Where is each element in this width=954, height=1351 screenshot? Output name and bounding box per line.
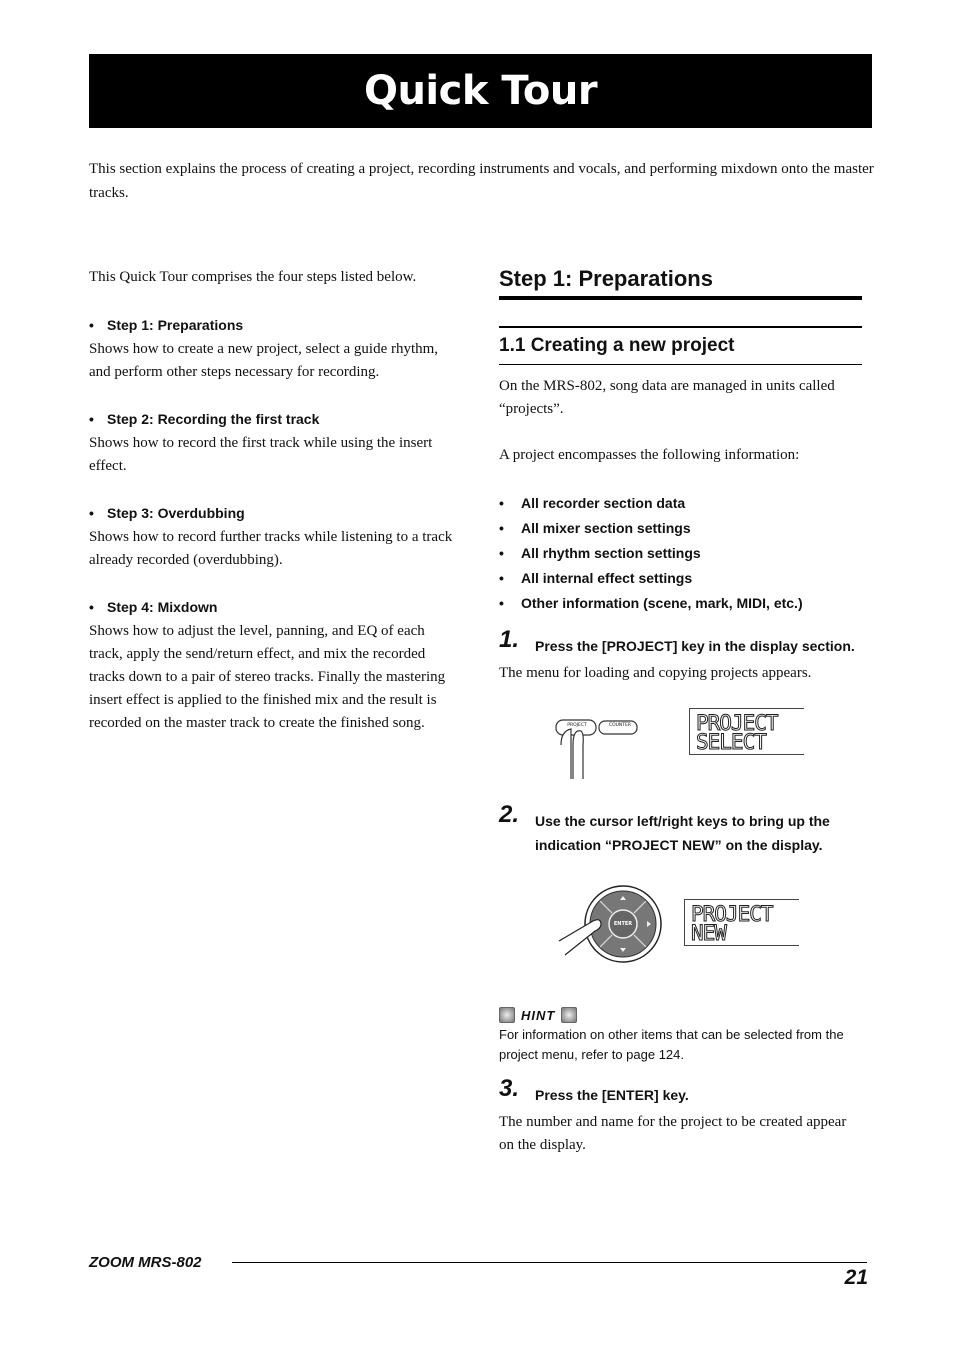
bullet-icon: •: [89, 505, 94, 521]
intro-paragraph: This section explains the process of creating a project, recording instruments and vocals, and performing mixdown onto the master tracks.: [89, 161, 874, 201]
body-paragraph: On the MRS-802, song data are managed in units called “projects”.: [499, 378, 835, 417]
footer-rule: [232, 1262, 867, 1263]
numbered-step: [499, 626, 865, 658]
step-instruction: Press the [PROJECT] key in the display section.: [535, 638, 855, 654]
bullet-icon: •: [89, 317, 94, 333]
left-item-head: Step 2: Recording the first track: [107, 411, 320, 427]
step-instruction: Use the cursor left/right keys to bring up the indication “PROJECT NEW” on the display.: [535, 813, 830, 853]
left-lead: This Quick Tour comprises the four steps listed below.: [89, 269, 417, 285]
left-item-head: Step 4: Mixdown: [107, 599, 218, 615]
feature-list: [499, 491, 865, 616]
left-item-text: Shows how to record the first track while using the insert effect.: [89, 435, 433, 474]
bullet-icon: •: [499, 570, 504, 586]
left-item: [89, 315, 455, 384]
step-number: 2.: [499, 801, 520, 828]
hint-text: For information on other items that can be selected from the project menu, refer to page 124.: [499, 1027, 844, 1062]
page-number: 21: [844, 1266, 868, 1289]
lcd-line: NEW: [691, 921, 726, 945]
feature-item: • All mixer section settings: [499, 516, 865, 541]
project-key-label: PROJECT: [567, 723, 587, 728]
figure-project-new: [499, 857, 865, 997]
lcd-line: PROJECT: [691, 902, 773, 926]
numbered-step: [499, 1075, 865, 1107]
left-item-head: Step 3: Overdubbing: [107, 505, 245, 521]
counter-key-label: COUNTER: [608, 723, 632, 728]
bullet-icon: •: [89, 599, 94, 615]
feature-item: • All internal effect settings: [499, 566, 865, 591]
enter-label: ENTER: [613, 921, 633, 927]
feature-item: • All recorder section data: [499, 491, 865, 516]
bullet-icon: •: [499, 495, 504, 511]
step-number: 3.: [499, 1075, 520, 1102]
lcd-line: PROJECT: [696, 711, 778, 735]
left-item-text: Shows how to create a new project, select a guide rhythm, and perform other steps necessary for recording.: [89, 341, 439, 380]
left-item: [89, 503, 455, 572]
hint-label: HINT: [521, 1007, 556, 1023]
left-column: [89, 266, 455, 735]
title-banner: [89, 54, 872, 128]
step-number: 1.: [499, 626, 520, 653]
step-heading: Step 1: Preparations: [499, 262, 862, 300]
hint-marker-icon: [561, 1007, 577, 1023]
hint-marker-icon: [499, 1007, 515, 1023]
right-column: [499, 262, 865, 1157]
bullet-icon: •: [499, 545, 504, 561]
bullet-icon: •: [89, 411, 94, 427]
feature-item: • Other information (scene, mark, MIDI, etc.): [499, 591, 865, 616]
left-item-text: Shows how to adjust the level, panning, and EQ of each track, apply the send/return effect, and mix the recorded tracks down to a pair of stereo tracks. Finally the mastering insert effect is applied to the finished mix and the result is recorded on the master track to create the finished song.: [89, 623, 446, 731]
finger-icon: [561, 729, 583, 779]
step-instruction: Press the [ENTER] key.: [535, 1087, 689, 1103]
section-heading: 1.1 Creating a new project: [499, 326, 862, 365]
page-title: Quick Tour: [363, 68, 598, 114]
feature-item: • All rhythm section settings: [499, 541, 865, 566]
footer-brand: ZOOM MRS-802: [89, 1254, 202, 1271]
lcd-line: SELECT: [696, 730, 766, 754]
left-item: [89, 409, 455, 478]
left-item-text: Shows how to record further tracks while listening to a track already recorded (overdubbing).: [89, 529, 453, 568]
bullet-icon: •: [499, 595, 504, 611]
lcd-display: [689, 708, 804, 755]
figure-project-select: [499, 685, 865, 797]
bullet-icon: •: [499, 520, 504, 536]
lcd-display: [684, 899, 799, 946]
left-item-head: Step 1: Preparations: [107, 317, 244, 333]
numbered-step: [499, 801, 865, 857]
step-description: The number and name for the project to be created appear on the display.: [499, 1114, 847, 1153]
left-item: [89, 597, 455, 735]
step-description: The menu for loading and copying projects appears.: [499, 665, 812, 681]
hint-header: [499, 1007, 865, 1023]
hint-box: [499, 1007, 865, 1065]
body-paragraph: A project encompasses the following information:: [499, 447, 800, 463]
